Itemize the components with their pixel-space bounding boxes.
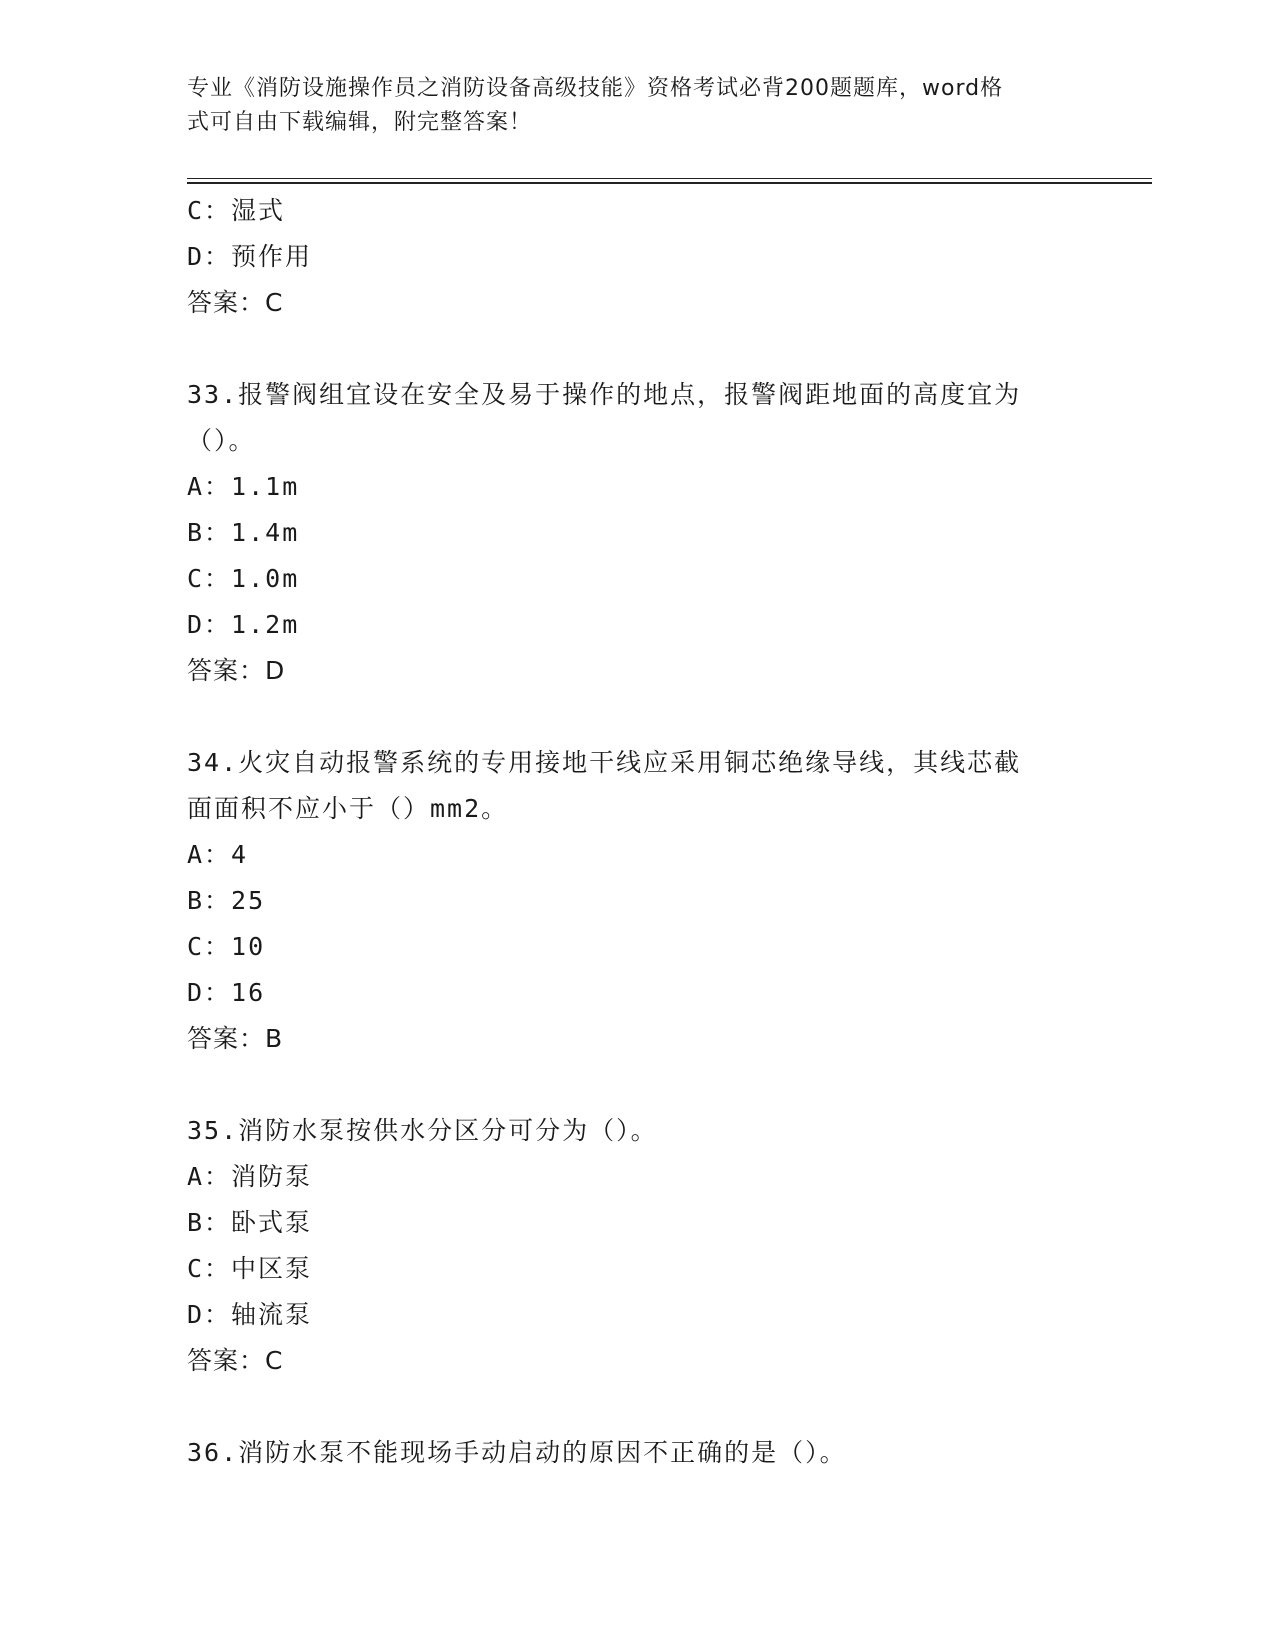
option-line: C：中区泵 [187,1254,313,1283]
question-text: 面面积不应小于（）mm2。 [187,794,509,823]
header-divider-thick [187,182,1152,184]
option-line: D：1.2m [187,610,300,639]
option-line: D：预作用 [187,242,313,271]
question-text: （）。 [187,426,256,455]
option-line: C：1.0m [187,564,300,593]
option-line: D：16 [187,978,266,1007]
option-line: C：湿式 [187,196,286,225]
option-line: C：10 [187,932,266,961]
spacer [187,1384,1087,1430]
question-text: 36.消防水泵不能现场手动启动的原因不正确的是（）。 [187,1438,847,1467]
answer-line: 答案：C [187,1346,284,1375]
option-line: B：25 [187,886,266,915]
header-line-2: 式可自由下载编辑，附完整答案！ [187,110,533,135]
option-line: A：4 [187,840,249,869]
spacer [187,694,1087,740]
document-header [187,72,1087,140]
option-line: B：1.4m [187,518,300,547]
question-text: 34.火灾自动报警系统的专用接地干线应采用铜芯绝缘导线，其线芯截 [187,748,1022,777]
spacer [187,1062,1087,1108]
answer-line: 答案：D [187,656,286,685]
option-line: B：卧式泵 [187,1208,313,1237]
answer-line: 答案：C [187,288,284,317]
question-text: 35.消防水泵按供水分区分可分为（）。 [187,1116,658,1145]
spacer [187,326,1087,372]
header-divider-thin [187,178,1152,179]
header-line-1: 专业《消防设施操作员之消防设备高级技能》资格考试必背200题题库，word格 [187,76,1004,101]
question-text: 33.报警阀组宜设在安全及易于操作的地点，报警阀距地面的高度宜为 [187,380,1022,409]
option-line: A：1.1m [187,472,300,501]
document-body [187,188,1087,1476]
option-line: A：消防泵 [187,1162,313,1191]
answer-line: 答案：B [187,1024,284,1053]
option-line: D：轴流泵 [187,1300,313,1329]
